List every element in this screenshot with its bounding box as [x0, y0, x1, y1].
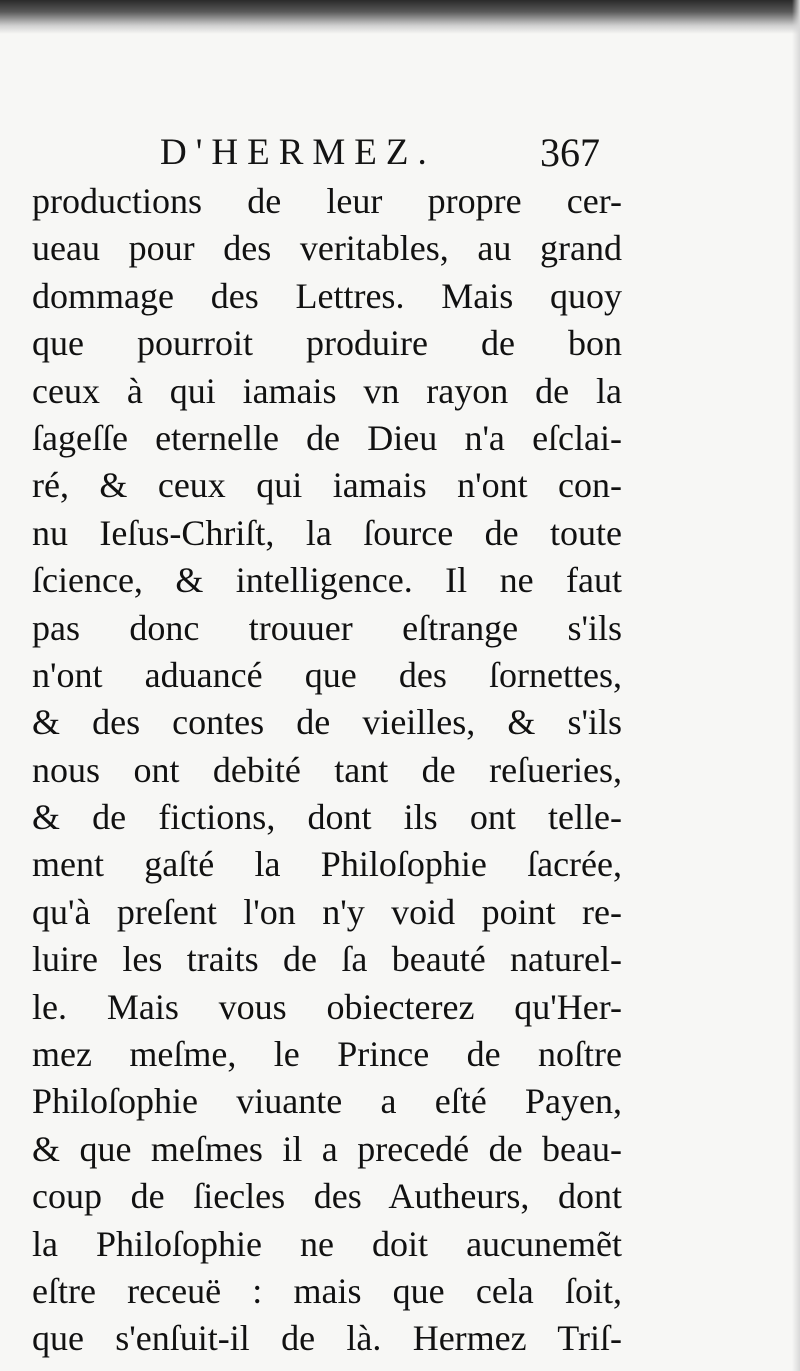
scan-right-edge	[792, 0, 800, 1371]
body-text	[32, 178, 622, 1363]
text-line: ment gaſté la Philoſophie ſacrée,	[32, 844, 622, 885]
running-head	[0, 128, 800, 178]
text-line: n'ont aduancé que des ſornettes,	[32, 654, 622, 695]
text-line: ré, & ceux qui iamais n'ont con-	[32, 465, 622, 506]
text-line: ceux à qui iamais vn rayon de la	[32, 370, 622, 411]
text-line: ueau pour des veritables, au grand	[32, 228, 622, 269]
text-line: & de fictions, dont ils ont telle-	[32, 797, 622, 838]
text-line: productions de leur propre cer-	[32, 181, 622, 221]
text-line: nous ont debité tant de reſueries,	[32, 749, 622, 790]
text-line: Philoſophie viuante a eſté Payen,	[32, 1081, 622, 1122]
scan-top-shadow	[0, 0, 800, 34]
text-line: le. Mais vous obiecterez qu'Her-	[32, 986, 622, 1027]
text-line: luire les traits de ſa beauté naturel-	[32, 939, 622, 980]
text-line: dommage des Lettres. Mais quoy	[32, 275, 622, 316]
text-line: ſageſſe eternelle de Dieu n'a eſclai-	[32, 417, 622, 458]
text-line: que pourroit produire de bon	[32, 323, 622, 364]
text-line: & des contes de vieilles, & s'ils	[32, 702, 622, 743]
running-title: D'HERMEZ.	[160, 132, 436, 173]
text-line: nu Ieſus-Chriſt, la ſource de toute	[32, 512, 622, 553]
text-line: ſcience, & intelligence. Il ne faut	[32, 560, 622, 601]
text-line: pas donc trouuer eſtrange s'ils	[32, 607, 622, 648]
text-line: mez meſme, le Prince de noſtre	[32, 1034, 622, 1075]
text-line: qu'à preſent l'on n'y void point re-	[32, 891, 622, 932]
page-number: 367	[540, 130, 600, 175]
text-line: que s'enſuit-il de là. Hermez Triſ-	[32, 1318, 622, 1359]
text-line: la Philoſophie ne doit aucunemẽt	[32, 1223, 622, 1264]
text-line: coup de ſiecles des Autheurs, dont	[32, 1176, 622, 1217]
text-line: & que meſmes il a precedé de beau-	[32, 1128, 622, 1169]
text-line: eſtre receuë : mais que cela ſoit,	[32, 1270, 622, 1311]
